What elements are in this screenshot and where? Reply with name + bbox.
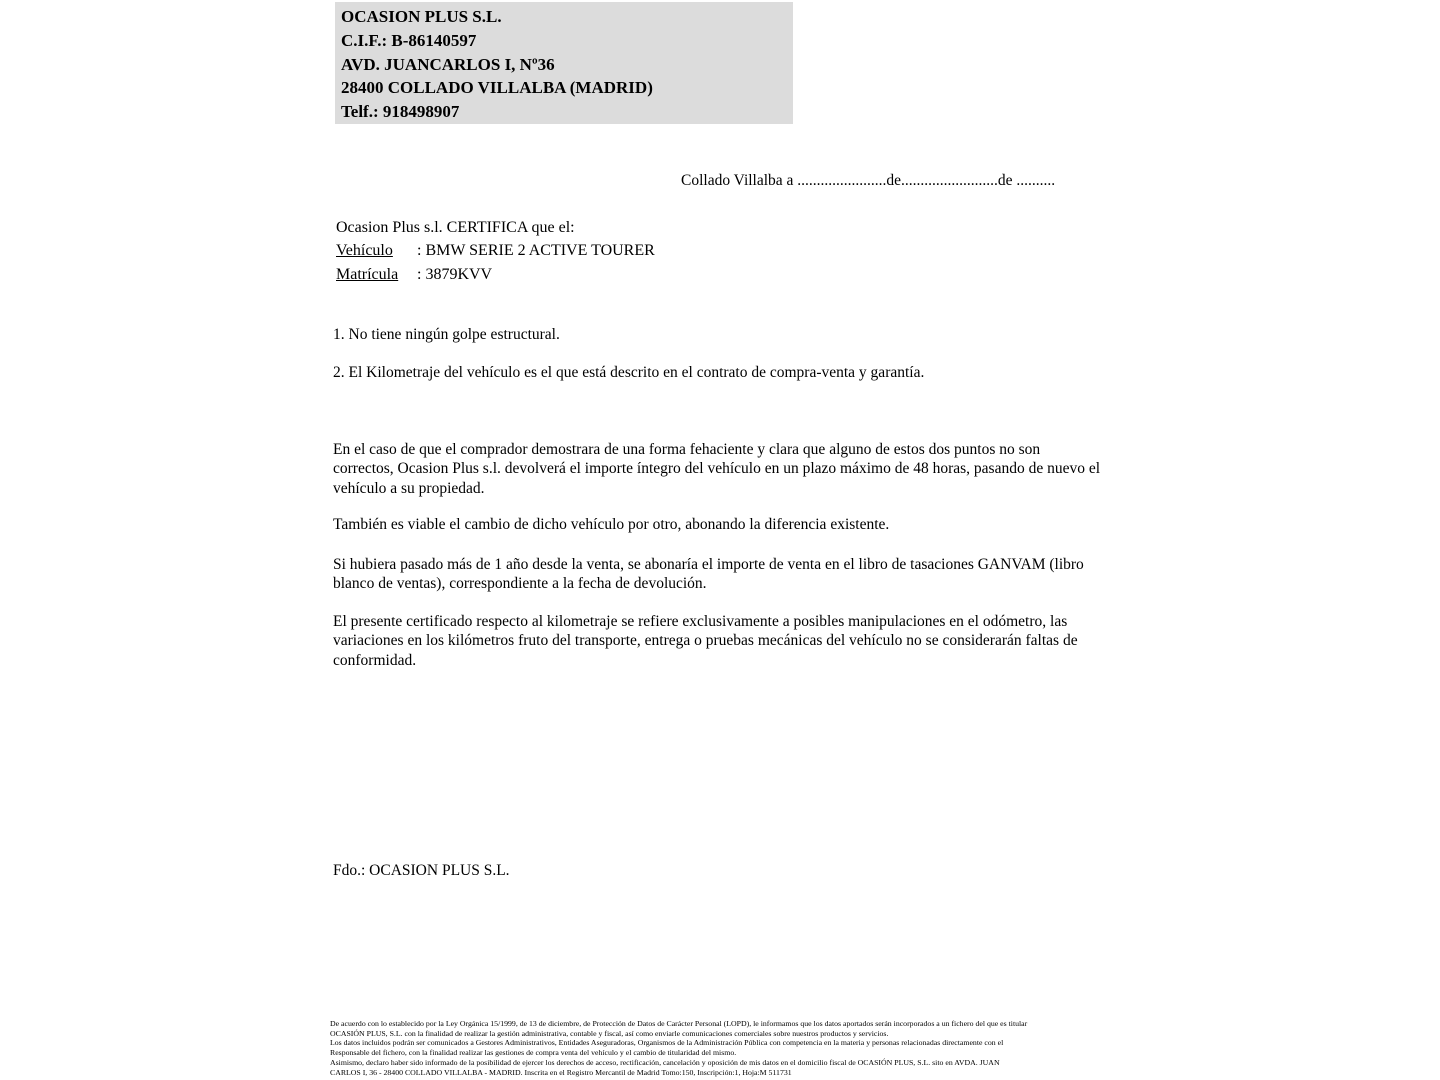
legal-footer-line: OCASIÓN PLUS, S.L. con la finalidad de realizar la gestión administrativa, contable y fiscal, así como enviarle comunicaciones comerciales sobre nuestros productos y servicios. bbox=[330, 1028, 889, 1038]
company-address: AVD. JUANCARLOS I, Nº36 bbox=[341, 54, 555, 74]
company-phone: Telf.: 918498907 bbox=[341, 102, 460, 122]
legal-footer-line: Asimismo, declaro haber sido informado de la posibilidad de ejercer los derechos de acceso, rectificación, cancelación y oposición de mis datos en el domicilio fiscal de OCASIÓN PLUS, S.L. sito en AVDA. JUAN bbox=[330, 1057, 1000, 1067]
legal-footer-line: Los datos incluidos podrán ser comunicados a Gestores Administrativos, Entidades Aseguradoras, Organismos de la Administración Pública con competencia en la materia y personas relacionadas directamente con el bbox=[330, 1038, 1004, 1048]
certificate-intro: Ocasion Plus s.l. CERTIFICA que el: bbox=[336, 219, 575, 236]
company-name: OCASION PLUS S.L. bbox=[341, 7, 502, 26]
paragraph-ganvam-valuation: Si hubiera pasado más de 1 año desde la venta, se abonaría el importe de venta en el libro de tasaciones GANVAM (libro blanco de ventas), correspondiente a la fecha de devolución. bbox=[333, 556, 1084, 593]
company-cif: C.I.F.: B-86140597 bbox=[341, 30, 477, 50]
paragraph-exchange-option: También es viable el cambio de dicho vehículo por otro, abonando la diferencia existente. bbox=[333, 516, 890, 533]
company-city: 28400 COLLADO VILLALBA (MADRID) bbox=[341, 78, 653, 98]
legal-footer-line: Responsable del fichero, con la finalidad realizar las gestiones de compra venta del vehículo y el cambio de titularidad del mismo. bbox=[330, 1048, 737, 1058]
date-fill-in-line: Collado Villalba a .......................de.........................de .......... bbox=[681, 172, 1056, 189]
signature-line: Fdo.: OCASION PLUS S.L. bbox=[333, 862, 510, 879]
legal-footer-line: CARLOS I, 36 - 28400 COLLADO VILLALBA - MADRID. Inscrita en el Registro Mercantil de Madrid Tomo:150, Inscripción:1, Hoja:M 511731 bbox=[330, 1067, 792, 1077]
company-header-box bbox=[335, 2, 793, 124]
plate-label: Matrícula bbox=[336, 265, 399, 283]
plate-value: : 3879KVV bbox=[417, 265, 493, 283]
paragraph-refund-terms: En el caso de que el comprador demostrara de una forma fehaciente y clara que alguno de estos dos puntos no son correctos, Ocasion Plus s.l. devolverá el importe íntegro del vehículo en un plazo máximo de 48 horas, pasando de nuevo el vehículo a su propiedad. bbox=[333, 441, 1101, 497]
legal-footer bbox=[330, 1019, 1115, 1077]
paragraph-odometer-disclaimer: El presente certificado respecto al kilometraje se refiere exclusivamente a posibles manipulaciones en el odómetro, las variaciones en los kilómetros fruto del transporte, entrega o pruebas mecánicas del vehículo no se considerarán faltas de conformidad. bbox=[333, 613, 1078, 669]
plate-line bbox=[336, 263, 655, 286]
condition-2: 2. El Kilometraje del vehículo es el que está descrito en el contrato de compra-venta y garantía. bbox=[333, 364, 925, 381]
condition-1: 1. No tiene ningún golpe estructural. bbox=[333, 326, 560, 343]
legal-footer-line: De acuerdo con lo establecido por la Ley Orgánica 15/1999, de 13 de diciembre, de Protección de Datos de Carácter Personal (LOPD), le informamos que los datos aportados serán incorporados a un fichero del que es titular bbox=[330, 1019, 1028, 1028]
certificate-block bbox=[336, 216, 655, 286]
vehicle-line bbox=[336, 239, 655, 262]
vehicle-value: : BMW SERIE 2 ACTIVE TOURER bbox=[417, 242, 655, 260]
vehicle-label: Vehículo bbox=[336, 242, 393, 260]
